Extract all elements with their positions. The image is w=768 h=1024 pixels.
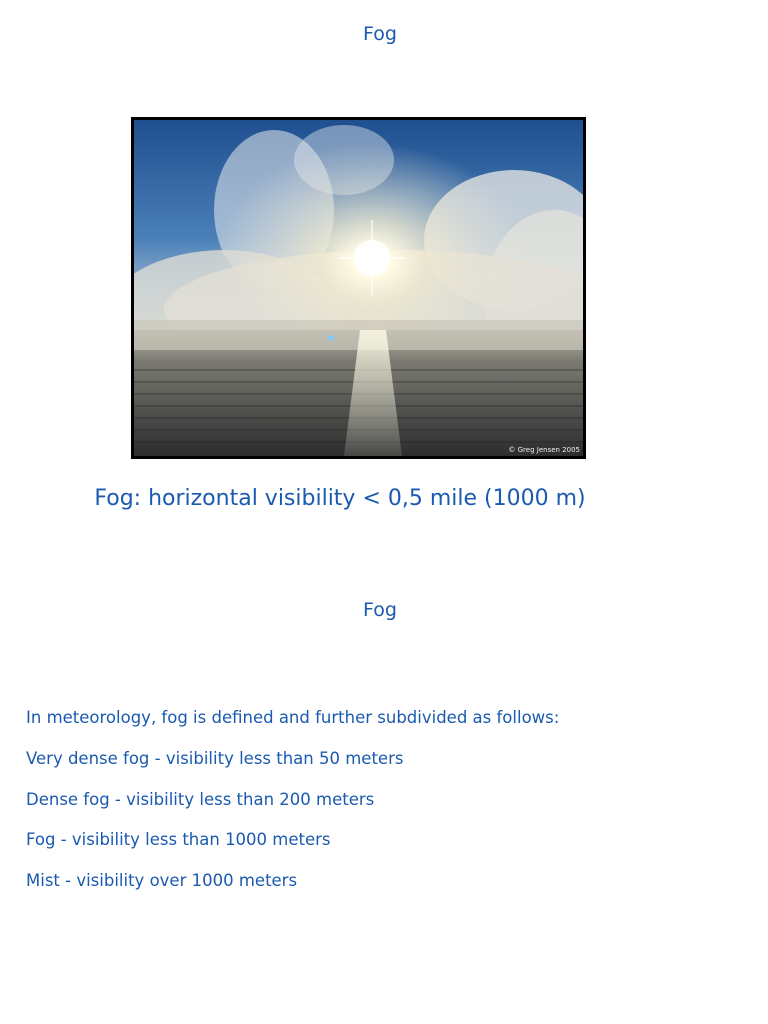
definition-very-dense-fog: Very dense fog - visibility less than 50 meters xyxy=(26,749,404,768)
photo-credit: © Greg Jensen 2005 xyxy=(508,446,580,454)
image-caption: Fog: horizontal visibility < 0,5 mile (1000 m) xyxy=(94,486,586,511)
fog-photo xyxy=(131,117,586,459)
definition-fog: Fog - visibility less than 1000 meters xyxy=(26,830,331,849)
page-title-top: Fog xyxy=(363,23,397,45)
definitions-intro: In meteorology, fog is defined and further subdivided as follows: xyxy=(26,708,560,727)
definition-mist: Mist - visibility over 1000 meters xyxy=(26,871,298,890)
definition-dense-fog: Dense fog - visibility less than 200 meters xyxy=(26,790,375,809)
page-title-bottom: Fog xyxy=(363,599,397,621)
